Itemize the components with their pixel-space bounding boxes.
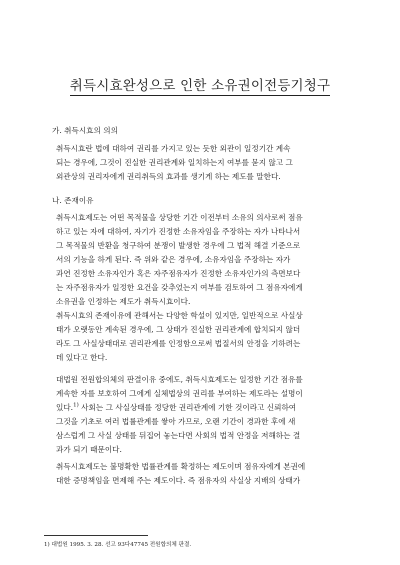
paragraph-line: 하고 있는 자에 대하여, 자기가 진정한 소유자임을 주장하는 자가 나타나서 <box>56 227 301 236</box>
paragraph-line: 는 자주점유자가 일정한 요건을 갖추었는지 여부를 검토하여 그 점유자에게 <box>56 283 303 292</box>
footnote <box>44 540 191 548</box>
paragraph-line: 취득시효제도는 어떤 목적물을 상당한 기간 이전부터 소유의 의사로써 점유 <box>56 213 303 222</box>
paragraph-line: 취득시효제도는 불명확한 법률관계를 확정하는 제도이며 점유자에게 본권에 <box>56 462 306 471</box>
paragraph-line: 대한 증명책임을 면제해 주는 제도이다. 즉 점유자의 사실상 지배의 상태가 <box>56 476 301 485</box>
section-heading-na: 나. 존재이유 <box>52 196 94 205</box>
paragraph-line: 과연 진정한 소유자인가 혹은 자주점유자가 진정한 소유자인가의 측면보다 <box>56 269 301 278</box>
paragraph-line: 계속한 자를 보호하여 그에게 실체법상의 권리를 부여하는 제도라는 설명이 <box>56 389 303 398</box>
footnote-marker: 1) <box>44 542 50 548</box>
paragraph-line: 대법원 전원합의체의 판결이유 중에도, 취득시효제도는 일정한 기간 점유를 <box>56 375 303 384</box>
paragraph-line: 라도 그 사실상태대로 권리관계를 인정함으로써 법질서의 안정을 기하려는 <box>56 339 301 348</box>
paragraph-line: 데 있다고 한다. <box>56 353 108 362</box>
footnote-text: 대법원 1995. 3. 28. 선고 93다47745 전원합의체 판결. <box>51 542 192 548</box>
title-text: 취득시효완성으로 인한 소유권이전등기청구 <box>69 78 331 94</box>
paragraph-line: 그것을 기초로 여러 법률관계를 쌓아 가므로, 오랜 기간이 경과한 후에 새 <box>56 417 296 426</box>
paragraph-line: 되는 경우에, 그것이 진실한 권리관계와 일치하는지 여부를 묻지 않고 그 <box>56 158 293 167</box>
paragraph-line: 과가 되기 때문이다. <box>56 445 122 454</box>
paragraph-line: 취득시효의 존재이유에 관해서는 다양한 학설이 있지만, 일반적으로 사실상 <box>56 311 303 320</box>
paragraph-line: 그 목적물의 반환을 청구하여 분쟁이 발생한 경우에 그 법적 해결 기준으로 <box>56 241 301 250</box>
paragraph-line: 태가 오랫동안 계속된 경우에, 그 상태가 진실한 권리관계에 합치되지 않더 <box>56 325 301 334</box>
line-text: 사회는 그 사실상태를 정당한 권리관계에 기한 것이라고 신뢰하여 <box>78 403 297 412</box>
footnote-reference[interactable]: 1) <box>73 402 79 409</box>
paragraph-line: 외관상의 권리자에게 권리취득의 효과를 생기게 하는 제도를 말한다. <box>56 172 281 181</box>
paragraph-line: 삼스럽게 그 사실 상태를 뒤집어 놓는다면 사회의 법적 안정을 저해하는 결 <box>56 431 301 440</box>
paragraph-line-with-footnote <box>56 402 296 413</box>
section-heading-ga: 가. 취득시효의 의의 <box>52 126 118 135</box>
paragraph-line: 취득시효란 법에 대하여 권리를 가지고 있는 듯한 외관이 일정기간 계속 <box>56 144 291 153</box>
paragraph-line: 서의 기능을 하게 된다. 즉 위와 같은 경우에, 소유자임을 주장하는 자가 <box>56 255 291 264</box>
line-text: 있다. <box>56 403 74 412</box>
paragraph-line: 소유권을 인정하는 제도가 취득시효이다. <box>56 297 191 306</box>
document-title <box>0 74 400 94</box>
footnote-divider <box>44 535 148 536</box>
